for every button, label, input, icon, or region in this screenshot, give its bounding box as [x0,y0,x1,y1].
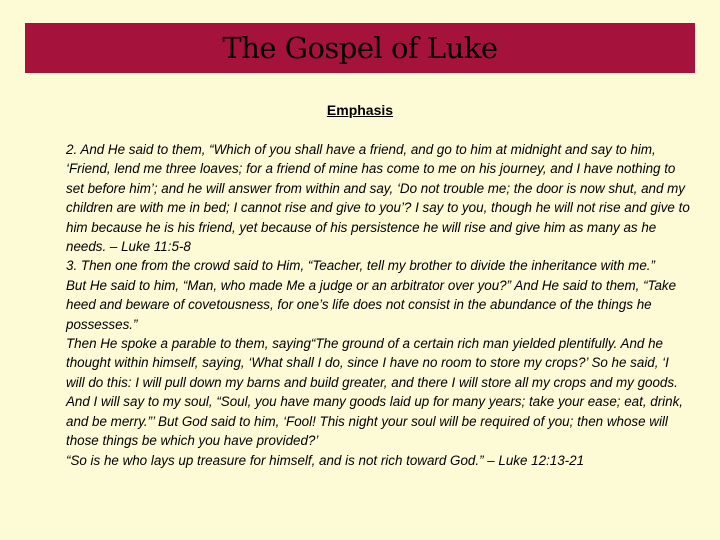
paragraph-luke-12-conclusion: “So is he who lays up treasure for himself, and is not rich toward God.” – Luke 12:13-21 [66,452,585,468]
paragraph-luke-12-question: 3. Then one from the crowd said to Him, “Teacher, tell my brother to divide the inheritance with me.” [66,258,655,274]
scripture-text [66,140,690,470]
paragraph-luke-12-answer: But He said to him, “Man, who made Me a judge or an arbitrator over you?” And He said to them, “Take heed and beware of covetousness, for one’s life does not consist in the abundance of the things he possesses.” [66,277,677,332]
section-heading: Emphasis [326,102,394,118]
paragraph-luke-12-parable: Then He spoke a parable to them, saying“The ground of a certain rich man yielded plentifully. And he thought within himself, saying, ‘What shall I do, since I have no room to store my crops?’ So he said, ‘I will do this: I will pull down my barns and build greater, and there I will store all my crops and my goods. And I will say to my soul, “Soul, you have many goods laid up for many years; take your ease; eat, drink, and be merry.”’ But God said to him, ‘Fool! This night your soul will be required of you; then whose will those things be which you have provided?’ [66,336,684,449]
title-bar [25,23,695,73]
paragraph-luke-11: 2. And He said to them, “Which of you shall have a friend, and go to him at midnight and say to him, ‘Friend, lend me three loaves; for a friend of mine has come to me on his journey, and I have nothing to set before him’; and he will answer from within and say, ‘Do not trouble me; the door is now shut, and my children are with me in bed; I cannot rise and give to you’? I say to you, though he will not rise and give to him because he is his friend, yet because of his persistence he will rise and give him as many as he needs. – Luke 11:5-8 [66,142,690,255]
slide-title: The Gospel of Luke [222,31,498,65]
